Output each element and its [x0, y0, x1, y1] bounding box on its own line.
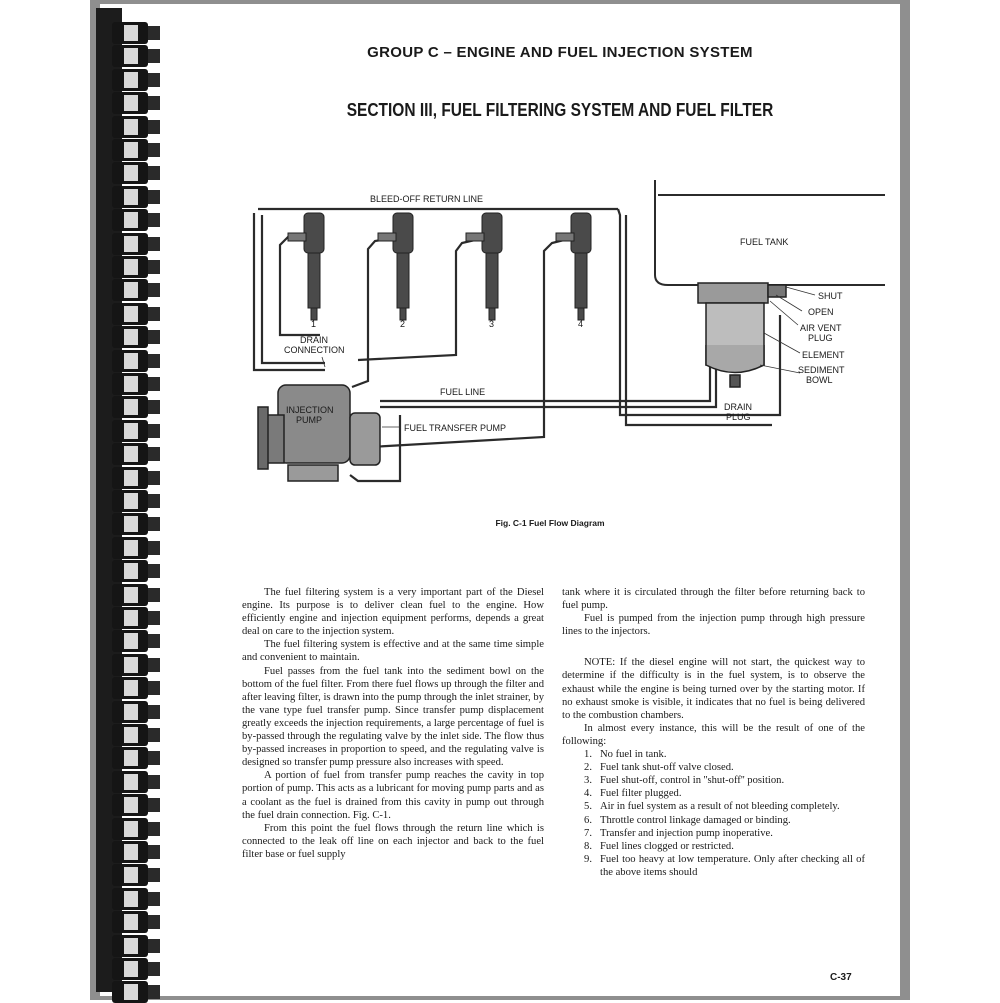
binding-coil: [112, 490, 160, 512]
binding-coil: [112, 467, 160, 489]
binding-coil: [112, 607, 160, 629]
binding-coil: [112, 701, 160, 723]
text-column-right: [562, 586, 865, 879]
filter-base: [698, 283, 768, 303]
binding-coil: [112, 162, 160, 184]
label-injector-3: 3: [489, 319, 495, 329]
label-injection: INJECTION: [286, 405, 334, 415]
binding-coil: [112, 186, 160, 208]
label-injector-1: 1: [311, 319, 317, 329]
binding-coil: [112, 279, 160, 301]
binding-coil: [112, 818, 160, 840]
list-item: 9. Fuel too heavy at low temperature. Only after checking all of the above items should: [584, 853, 865, 878]
binding-coil: [112, 326, 160, 348]
paragraph: Fuel passes from the fuel tank into the sediment bowl on the bottom of the fuel filter. From there fuel flows up through the filter and after leaving filter, is drawn into the pump through the inlet strainer, by the vane type fuel transfer pump. Since transfer pump displacement greatly exceeds the injection requirements, a large percentage of fuel is by-passed through the regulating valve by the inlet side. The flow thus by-passed increases in proportion to speed, and the regulating valve is designed so transfer pump pressure also increases with speed.: [242, 665, 544, 769]
binding-coil: [112, 92, 160, 114]
binding-coil: [112, 22, 160, 44]
paragraph: Fuel is pumped from the injection pump through high pressure lines to the injectors.: [562, 613, 865, 638]
binding-coil: [112, 841, 160, 863]
label-air-vent: AIR VENT: [800, 323, 842, 333]
binding-coil: [112, 256, 160, 278]
cause-list: [562, 748, 865, 879]
binding-coil: [112, 935, 160, 957]
list-item: 2. Fuel tank shut-off valve closed.: [584, 762, 734, 774]
figure-caption: Fig. C-1 Fuel Flow Diagram: [495, 518, 605, 528]
list-item: 5. Air in fuel system as a result of not bleeding completely.: [584, 801, 840, 813]
label-pump: PUMP: [296, 415, 323, 425]
binding-coil: [112, 45, 160, 67]
binding-coil: [112, 233, 160, 255]
binding-coil: [112, 350, 160, 372]
label-drain-connection: CONNECTION: [284, 345, 345, 355]
list-item: 7. Transfer and injection pump inoperative.: [584, 827, 773, 839]
binding-coil: [112, 420, 160, 442]
binding-coil: [112, 116, 160, 138]
list-item: 3. Fuel shut-off, control in ''shut-off'' position.: [584, 775, 785, 787]
binding-coil: [112, 911, 160, 933]
label-element: ELEMENT: [802, 350, 845, 360]
list-item: 4. Fuel filter plugged.: [584, 788, 682, 800]
label-injector-2: 2: [400, 319, 406, 329]
sediment-bowl: [706, 345, 764, 373]
label-bleed-off: BLEED-OFF RETURN LINE: [370, 194, 484, 204]
label-transfer-pump: FUEL TRANSFER PUMP: [404, 423, 507, 433]
list-item: 6. Throttle control linkage damaged or binding.: [584, 814, 791, 826]
binding-coil: [112, 69, 160, 91]
binding-coil: [112, 654, 160, 676]
binding-coil: [112, 139, 160, 161]
binding-coil: [112, 630, 160, 652]
note-paragraph: NOTE: If the diesel engine will not start, the quickest way to determine if the difficulty is in the fuel system, is to observe the exhaust while the engine is being turned over by the starting motor. If no exhaust smoke is visible, it indicates that no fuel is being delivered to the combustion chambers.: [562, 657, 865, 721]
label-shut: SHUT: [818, 291, 843, 301]
paragraph: The fuel filtering system is effective and at the same time simple and convenient to maintain.: [242, 639, 544, 664]
group-title: GROUP C – ENGINE AND FUEL INJECTION SYSTEM: [367, 44, 753, 61]
binding-coil: [112, 864, 160, 886]
paragraph: A portion of fuel from transfer pump reaches the cavity in top portion of pump. This acts as a lubricant for moving pump parts and as a coolant as the fuel is drained from this cavity in pump out through the fuel drain connection. Fig. C-1.: [242, 770, 544, 821]
label-fuel-tank: FUEL TANK: [740, 237, 789, 247]
fuel-flow-diagram: [240, 175, 890, 495]
binding-coil: [112, 771, 160, 793]
binding-coil: [112, 794, 160, 816]
binding-coil: [112, 443, 160, 465]
binding-coil: [112, 303, 160, 325]
paragraph: tank where it is circulated through the filter before returning back to fuel pump.: [562, 587, 865, 612]
binding-coil: [112, 724, 160, 746]
paragraph: The fuel filtering system is a very important part of the Diesel engine. Its purpose is to deliver clean fuel to the engine. How efficiently engine and injection equipment performs, depends a great deal on care to the injection system.: [242, 587, 544, 638]
list-item: 8. Fuel lines clogged or restricted.: [584, 840, 734, 852]
label-drain: DRAIN: [724, 402, 753, 412]
label-sediment: SEDIMENT: [798, 365, 845, 375]
label-open: OPEN: [808, 307, 834, 317]
binding-coil: [112, 958, 160, 980]
binding-coil: [112, 537, 160, 559]
binding-coil: [112, 396, 160, 418]
binding-coil: [112, 513, 160, 535]
fuel-transfer-pump: [350, 413, 380, 465]
binding-coil: [112, 373, 160, 395]
binding-coil: [112, 747, 160, 769]
label-injector-4: 4: [578, 319, 584, 329]
label-drain-plug: PLUG: [726, 412, 751, 422]
label-air-vent-plug: PLUG: [808, 333, 833, 343]
paragraph: In almost every instance, this will be the result of one of the following:: [562, 722, 865, 747]
paragraph: From this point the fuel flows through the return line which is connected to the leak off line on each injector and back to the fuel filter base or fuel supply: [242, 822, 544, 860]
binding-coil: [112, 209, 160, 231]
label-drain-conn: DRAIN: [300, 335, 329, 345]
binding-coil: [112, 560, 160, 582]
binding-coil: [112, 584, 160, 606]
page-number: C-37: [830, 972, 852, 983]
text-column-left: [242, 586, 544, 861]
binding-coil: [112, 888, 160, 910]
section-title: SECTION III, FUEL FILTERING SYSTEM AND FUEL FILTER: [346, 100, 774, 120]
binding-coil: [112, 677, 160, 699]
list-item: 1. No fuel in tank.: [584, 749, 667, 761]
label-sediment-bowl: BOWL: [806, 375, 833, 385]
label-fuel-line: FUEL LINE: [440, 387, 486, 397]
